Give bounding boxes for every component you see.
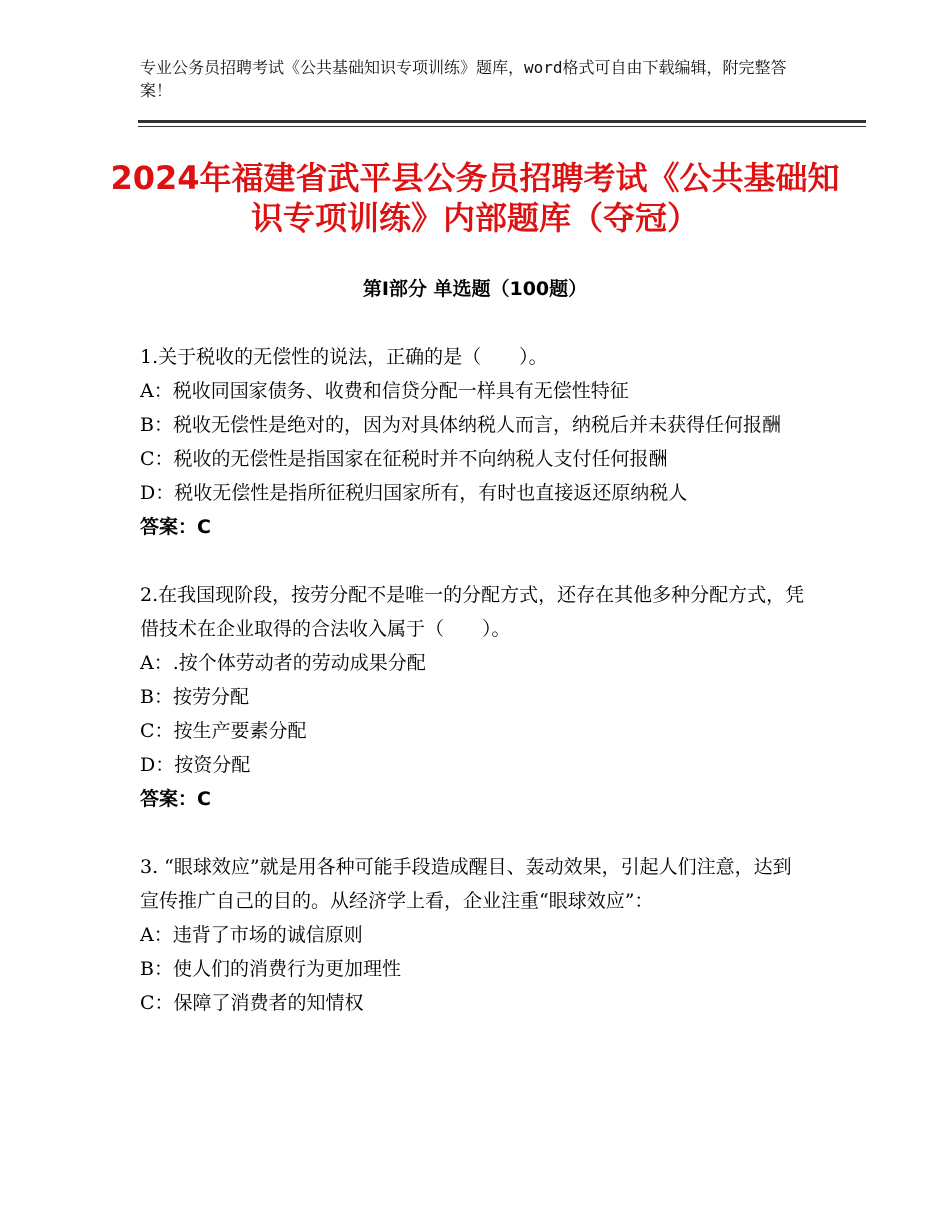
document-title: 2024年福建省武平县公务员招聘考试《公共基础知识专项训练》内部题库（夺冠） <box>110 159 840 237</box>
answer-label: 答案：C <box>140 516 211 538</box>
option-c: C：按生产要素分配 <box>140 720 307 742</box>
header-divider-thick <box>138 120 866 123</box>
option-d: D：税收无偿性是指所征税归国家所有，有时也直接返还原纳税人 <box>140 482 688 504</box>
option-a: A：税收同国家债务、收费和信贷分配一样具有无偿性特征 <box>140 380 629 402</box>
answer-label: 答案：C <box>140 788 211 810</box>
question-2 <box>140 578 810 816</box>
section-title: 第Ⅰ部分 单选题（100题） <box>362 278 588 300</box>
option-c: C：税收的无偿性是指国家在征税时并不向纳税人支付任何报酬 <box>140 448 668 470</box>
question-list <box>140 340 810 1054</box>
question-stem: 1.关于税收的无偿性的说法，正确的是（ ）。 <box>140 346 548 368</box>
option-a: A：.按个体劳动者的劳动成果分配 <box>140 652 426 674</box>
question-stem: 3. “眼球效应”就是用各种可能手段造成醒目、轰动效果，引起人们注意，达到宣传推广自己的目的。从经济学上看，企业注重“眼球效应”： <box>140 856 792 912</box>
option-d: D：按资分配 <box>140 754 251 776</box>
option-a: A：违背了市场的诚信原则 <box>140 924 363 946</box>
question-3 <box>140 850 810 1020</box>
option-b: B：按劳分配 <box>140 686 249 708</box>
question-1 <box>140 340 810 544</box>
option-b: B：使人们的消费行为更加理性 <box>140 958 401 980</box>
header-divider-thin <box>138 126 866 127</box>
option-b: B：税收无偿性是绝对的，因为对具体纳税人而言，纳税后并未获得任何报酬 <box>140 414 781 436</box>
question-stem: 2.在我国现阶段，按劳分配不是唯一的分配方式，还存在其他多种分配方式，凭借技术在企业取得的合法收入属于（ ）。 <box>140 584 805 640</box>
header-note: 专业公务员招聘考试《公共基础知识专项训练》题库，word格式可自由下载编辑，附完整答案！ <box>140 58 787 100</box>
option-c: C：保障了消费者的知情权 <box>140 992 364 1014</box>
